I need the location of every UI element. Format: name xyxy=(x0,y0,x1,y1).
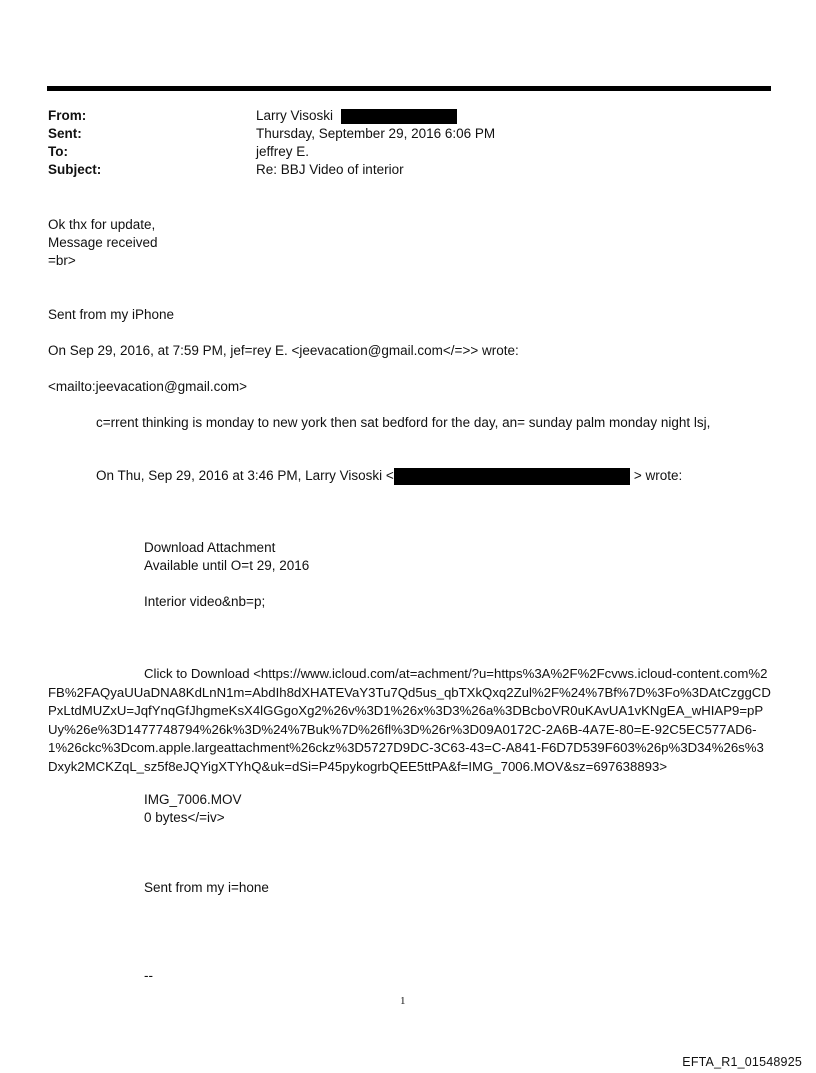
attribution-prefix: On Thu, Sep 29, 2016 at 3:46 PM, Larry Visoski < xyxy=(96,468,394,483)
redaction-box xyxy=(394,468,630,485)
redaction-box xyxy=(341,109,457,124)
from-label: From: xyxy=(48,108,87,123)
sent-from-line-2: Sent from my i=hone xyxy=(144,880,269,895)
to-label: To: xyxy=(48,144,68,159)
attribution-suffix: > wrote: xyxy=(633,468,683,483)
attachment-filename: IMG_7006.MOV xyxy=(144,792,242,807)
download-attachment-heading: Download Attachment xyxy=(144,540,276,555)
sent-from-line: Sent from my iPhone xyxy=(48,307,175,322)
bates-number: EFTA_R1_01548925 xyxy=(682,1055,802,1069)
sent-label: Sent: xyxy=(48,126,82,141)
availability-line: Available until O=t 29, 2016 xyxy=(144,558,310,573)
body-line: Message received xyxy=(48,235,158,250)
header-rule xyxy=(47,86,771,91)
mailto-line: <mailto:jeevacation@gmail.com> xyxy=(48,379,248,394)
from-value xyxy=(256,108,457,124)
interior-video-line: Interior video&nb=p; xyxy=(144,594,266,609)
page-number: 1 xyxy=(400,995,406,1007)
quote-attribution: On Sep 29, 2016, at 7:59 PM, jef=rey E. <jeevacation@gmail.com</=>> wrote: xyxy=(48,343,519,358)
attachment-size: 0 bytes</=iv> xyxy=(144,810,225,825)
to-value: jeffrey E. xyxy=(256,144,310,159)
download-link-text: Click to Download <https://www.icloud.com/at=achment/?u=https%3A%2F%2Fcvws.icloud-content.com%2FB%2FAQyaUUaDNA8KdLnN1m=AbdIh8dXHATEVaY3Tu7Qd5us_qbTXkQxq2Zul%2F%24%7Bf%7D%3Fo%3DAtCzggCDPxLtdMUZxU=JqfYnqGfJhgmeKsX4lGGgoXg2%26v%3D1%26x%3D3%26a%3DBcboVR0uKAvUA1vKNgEA_wHIAP9=pPUy%26e%3D1477748794%26k%3D%24%7Buk%7D%26fl%3D%26r%3D09A0172C-2A6B-4A7E-80=E-92C5EC577AD6-1%26ckc%3Dcom.apple.largeattachment%26ckz%3D5727D9DC-3C63-43=C-A841-F6D7D539F603%26p%3D34%26s%3Dxyk2MCKZqL_sz5f8eJQYigXTYhQ&uk=dSi=P45pykogrbQEE5ttPA&f=IMG_7006.MOV&sz=697638893> xyxy=(48,666,771,774)
quoted-text: c=rrent thinking is monday to new york then sat bedford for the day, an= sunday palm monday night lsj, xyxy=(96,415,711,430)
from-name: Larry Visoski xyxy=(256,108,334,123)
body-line: Ok thx for update, xyxy=(48,217,156,232)
body-line: =br> xyxy=(48,253,76,268)
signature-separator: -- xyxy=(144,968,153,983)
sent-value: Thursday, September 29, 2016 6:06 PM xyxy=(256,126,496,141)
subject-label: Subject: xyxy=(48,162,102,177)
subject-value: Re: BBJ Video of interior xyxy=(256,162,404,177)
quote-attribution-2 xyxy=(96,467,682,485)
